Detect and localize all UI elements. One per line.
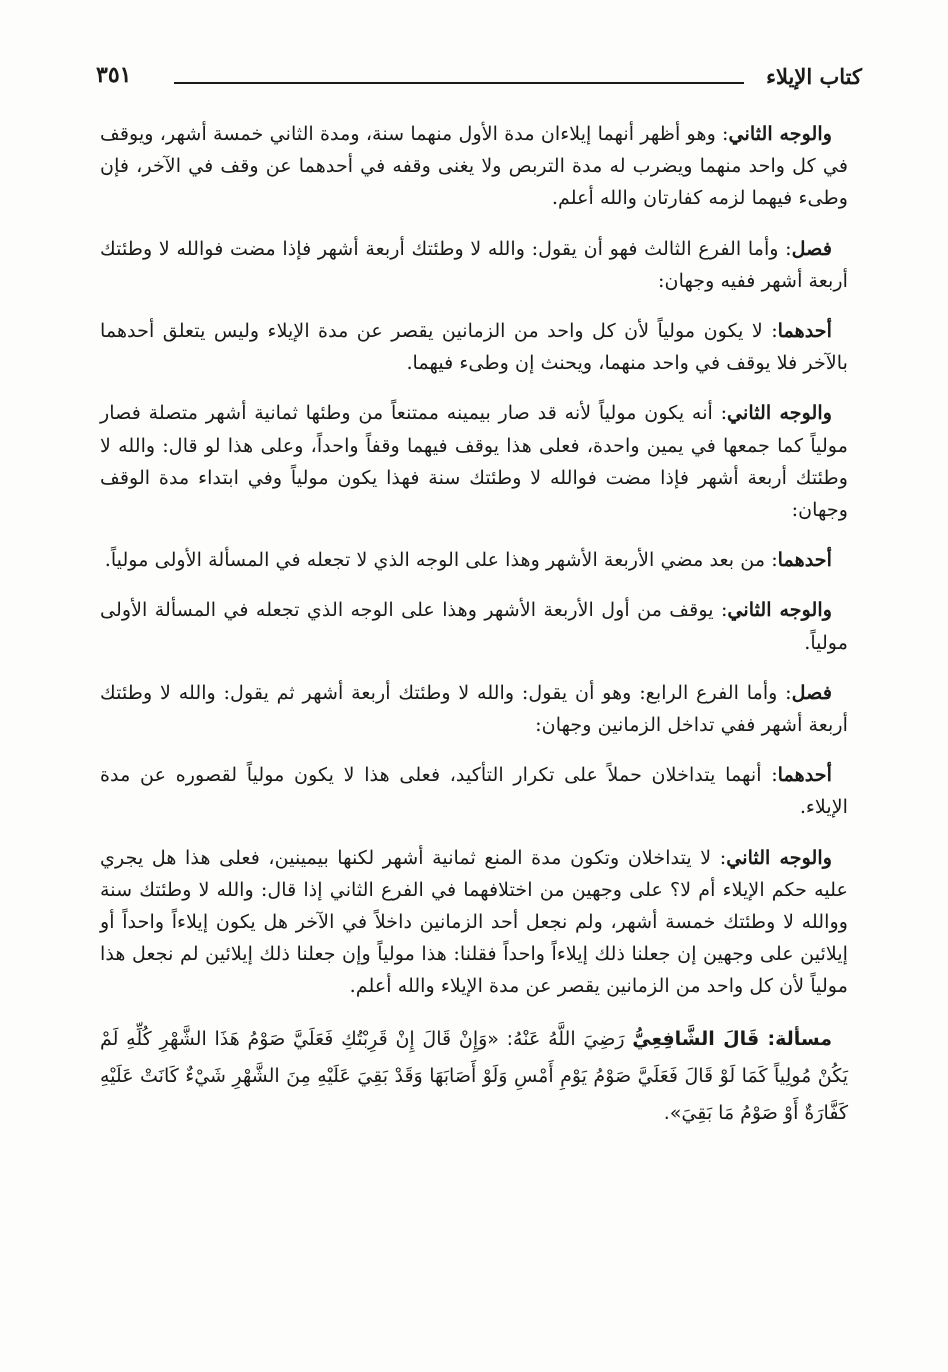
paragraph xyxy=(100,397,848,526)
paragraph xyxy=(100,842,848,1003)
paragraph-text: : أنهما يتداخلان حملاً على تكرار التأكيد، فعلى هذا لا يكون مولياً لقصوره عن مدة الإيلاء. xyxy=(100,763,848,819)
paragraph xyxy=(100,233,848,297)
paragraph-lead: فصل xyxy=(791,236,832,260)
paragraph-text: : أنه يكون مولياً لأنه قد صار بيمينه ممتنعاً من وطئها ثمانية أشهر متصلة فصار مولياً كما جمعها في يمين واحدة، فعلى هذا يوقف فيهما وقفاً واحداً، وعلى هذا لو قال: والله لا وطئتك أربعة أشهر فإذا مضت فوالله لا وطئتك سنة فهذا يكون مولياً وفي ابتداء مدة الوقف وجهان: xyxy=(100,401,848,522)
paragraph-text: : من بعد مضي الأربعة الأشهر وهذا على الوجه الذي لا تجعله في المسألة الأولى مولياً. xyxy=(104,548,778,572)
masala-lead: مسألة xyxy=(775,1027,832,1050)
paragraph-lead: والوجه الثاني xyxy=(726,845,832,869)
header-rule xyxy=(174,82,744,84)
paragraph xyxy=(100,118,848,215)
paragraph xyxy=(100,594,848,658)
masala-paragraph xyxy=(100,1021,848,1132)
masala-honorific: رَضِيَ اللَّهُ عَنْهُ: xyxy=(498,1027,633,1050)
book-title: كتاب الإيلاء xyxy=(766,64,862,89)
paragraph-lead: فصل xyxy=(791,680,832,704)
paragraph-text: : وأما الفرع الثالث فهو أن يقول: والله لا وطئتك أربعة أشهر فإذا مضت فوالله لا وطئتك أربعة أشهر ففيه وجهان: xyxy=(100,236,848,292)
running-header xyxy=(96,60,862,100)
paragraph-lead: والوجه الثاني xyxy=(727,401,832,425)
paragraph-lead: والوجه الثاني xyxy=(728,122,832,145)
paragraph-lead: أحدهما xyxy=(777,319,832,343)
paragraph-text: : وهو أظهر أنهما إيلاءان مدة الأول منهما سنة، ومدة الثاني خمسة أشهر، ويوقف في كل واحد منهما ويضرب له مدة التربص ولا يغنى وقفه في أحدهما عن وقف في الآخر، فإن وطىء فيهما لزمه كفارتان والله أعلم. xyxy=(100,122,848,210)
masala-quote: «وَإِنْ قَالَ إِنْ قَرِبْتُكِ فَعَلَيَّ صَوْمُ هَذَا الشَّهْرِ كُلِّهِ لَمْ يَكُنْ مُولِياً كَمَا لَوْ قَالَ فَعَلَيَّ صَوْمُ يَوْمِ أَمْسِ وَلَوْ أَصَابَهَا وَقَدْ بَقِيَ عَلَيْهِ مِنَ الشَّهْرِ شَيْءٌ كَانَتْ عَلَيْهِ كَفَّارَةٌ أَوْ صَوْمُ مَا بَقِيَ». xyxy=(100,1027,848,1124)
page-body xyxy=(100,118,848,1308)
paragraph xyxy=(100,677,848,741)
paragraph-text: : يوقف من أول الأربعة الأشهر وهذا على الوجه الذي تجعله في المسألة الأولى مولياً. xyxy=(100,598,848,654)
paragraph-lead: أحدهما xyxy=(777,763,832,787)
masala-speaker: : قَالَ الشَّافِعِيُّ xyxy=(632,1027,776,1050)
paragraph-lead: أحدهما xyxy=(777,548,832,572)
paragraph-text: : لا يتداخلان وتكون مدة المنع ثمانية أشهر لكنها بيمينين، فعلى هذا هل يجري عليه حكم الإيلاء أم لا؟ على وجهين من اختلافهما في الفرع الثاني إذا قال: والله لا وطئتك سنة ووالله لا وطئتك خمسة أشهر، ولم نجعل أحد الزمانين داخلاً في الآخر هل يكون إيلاءاً واحداً أو إيلائين على وجهين إن جعلنا ذلك إيلاءاً واحداً فقلنا: هذا مولياً وإن جعلنا ذلك إيلائين لم نجعل هذا مولياً لأن كل واحد من الزمانين يقصر عن مدة الإيلاء والله أعلم. xyxy=(100,845,848,998)
paragraph-text: : وأما الفرع الرابع: وهو أن يقول: والله لا وطئتك أربعة أشهر ثم يقول: والله لا وطئتك أربعة أشهر ففي تداخل الزمانين وجهان: xyxy=(100,680,848,737)
paragraph xyxy=(100,544,848,576)
paragraph-text: : لا يكون مولياً لأن كل واحد من الزمانين يقصر عن مدة الإيلاء وليس يتعلق أحدهما بالآخر فلا يوقف في واحد منهما، ويحنث إن وطىء فيهما. xyxy=(100,319,848,375)
paragraph-lead: والوجه الثاني xyxy=(727,598,832,622)
paragraph xyxy=(100,759,848,823)
paragraph xyxy=(100,315,848,379)
page-number: ٣٥١ xyxy=(96,62,132,88)
